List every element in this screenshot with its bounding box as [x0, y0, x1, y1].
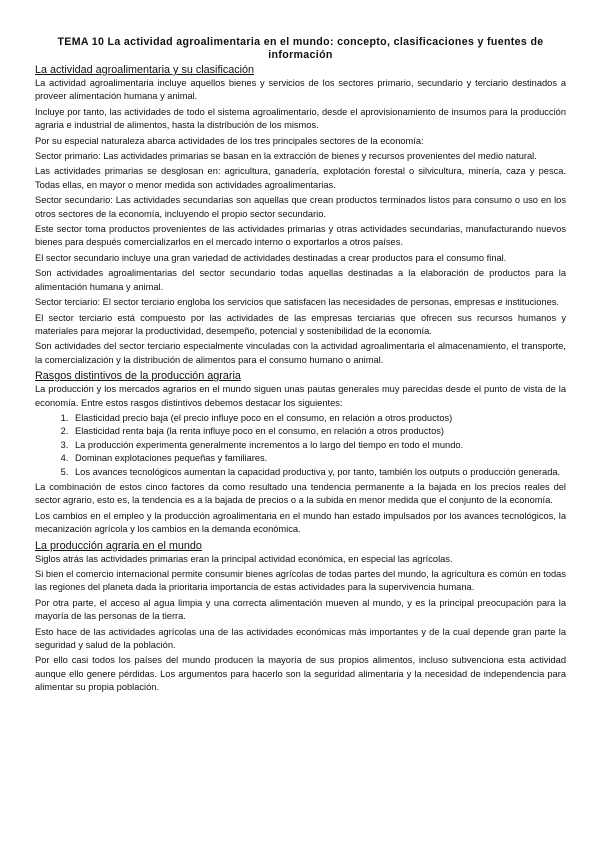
- section-heading: La actividad agroalimentaria y su clasificación: [35, 64, 255, 76]
- list-item: 4. Dominan explotaciones pequeñas y familiares.: [71, 452, 566, 465]
- paragraph: Sector secundario: Las actividades secundarias son aquellas que crean productos terminados listos para consumo o uso en los otros sectores de la economía, incluyendo el propio sector secundario.: [35, 195, 566, 219]
- paragraph: El sector terciario está compuesto por las actividades de las empresas terciarias que ofrecen sus recursos humanos y materiales para mejorar la productividad, desempeño, potencial y sostenibilidad de la economía.: [35, 312, 566, 336]
- paragraph: Son actividades del sector terciario especialmente vinculadas con la actividad agroalimentaria el almacenamiento, el transporte, la comercialización y la distribución de alimentos para el consumo humano o animal.: [35, 341, 566, 365]
- document-title: TEMA 10 La actividad agroalimentaria en el mundo: concepto, clasificaciones y fuentes de información: [57, 36, 544, 61]
- section-produccion-mundo: [35, 539, 566, 695]
- paragraph: Incluye por tanto, las actividades de todo el sistema agroalimentario, desde el aprovisionamiento de insumos para la producción agraria e industrial de alimentos, hasta la distribución de los mismos.: [35, 106, 566, 131]
- paragraph: Sector primario: Las actividades primarias se basan en la extracción de bienes y recursos provenientes del medio natural.: [35, 151, 537, 162]
- numbered-list: [35, 412, 566, 479]
- paragraph: Esto hace de las actividades agrícolas una de las actividades económicas más importantes y de la cual depende gran parte la seguridad y salud de la población.: [35, 626, 566, 651]
- paragraph: Sector terciario: El sector terciario engloba los servicios que satisfacen las necesidades de personas, empresas e instituciones.: [35, 297, 559, 308]
- paragraph: Siglos atrás las actividades primarias eran la principal actividad económica, en especial las agrícolas.: [35, 553, 453, 564]
- paragraph: El sector secundario incluye una gran variedad de actividades destinadas a crear productos para el consumo final.: [35, 252, 507, 263]
- paragraph: Por su especial naturaleza abarca actividades de los tres principales sectores de la economía:: [35, 135, 424, 146]
- section-heading: Rasgos distintivos de la producción agraria: [35, 370, 241, 383]
- paragraph: La actividad agroalimentaria incluye aquellos bienes y servicios de los sectores primario, secundario y terciario destinados a proveer alimentación humana y animal.: [35, 78, 566, 102]
- list-item: 5. Los avances tecnológicos aumentan la capacidad productiva y, por tanto, también los outputs o producción generada.: [71, 466, 566, 479]
- section-rasgos: [35, 369, 566, 536]
- paragraph: Por otra parte, el acceso al agua limpia y una correcta alimentación mueven al mundo, y es la principal preocupación para la mayoría de las personas de la tierra.: [35, 597, 566, 622]
- section-clasificacion: [35, 63, 566, 367]
- paragraph: Los cambios en el empleo y la producción agroalimentaria en el mundo han estado impulsados por los avances tecnológicos, la mecanización agrícola y los cambios en la demanda económica.: [35, 510, 566, 535]
- paragraph: La combinación de estos cinco factores da como resultado una tendencia permanente a la bajada en los precios reales del sector agrario, esto es, la tendencia es a la bajada de precios o a la subida en menor medida que el conjunto de la economía.: [35, 481, 566, 506]
- list-item: 2. Elasticidad renta baja (la renta influye poco en el consumo, en relación a otros productos): [71, 425, 566, 438]
- paragraph: Este sector toma productos provenientes de las actividades primarias y otras actividades secundarias, manufacturando nuevos bienes para después comercializarlos en el mercado interno o exportarlos a otros países.: [35, 224, 566, 248]
- paragraph: Son actividades agroalimentarias del sector secundario todas aquellas destinadas a la elaboración de productos para la alimentación humana y animal.: [35, 268, 566, 292]
- section-heading: La producción agraria en el mundo: [35, 539, 202, 552]
- paragraph: Por ello casi todos los países del mundo producen la mayoría de sus propios alimentos, incluso subvenciona esta actividad aunque ello genere pérdidas. Los argumentos para hacerlo son la seguridad alimentaria y la necesidad de independencia para alimentar su propia población.: [35, 655, 566, 693]
- list-item: 3. La producción experimenta generalmente incrementos a lo largo del tiempo en todo el mundo.: [71, 439, 566, 452]
- list-item: 1. Elasticidad precio baja (el precio influye poco en el consumo, en relación a otros productos): [71, 412, 566, 425]
- paragraph: Si bien el comercio internacional permite consumir bienes agrícolas de todas partes del mundo, la agricultura es común en todas las regiones del planeta dada la prioritaria importancia de estas actividades para la supervivencia humana.: [35, 569, 566, 593]
- paragraph: Las actividades primarias se desglosan en: agricultura, ganadería, explotación forestal o silvicultura, minería, caza y pesca. Todas ellas, en mayor o menor medida son actividades agroalimentarias.: [35, 166, 566, 190]
- paragraph: La producción y los mercados agrarios en el mundo siguen unas pautas generales muy parecidas desde el punto de vista de la economía. Entre estos rasgos distintivos debemos destacar los siguientes:: [35, 384, 566, 408]
